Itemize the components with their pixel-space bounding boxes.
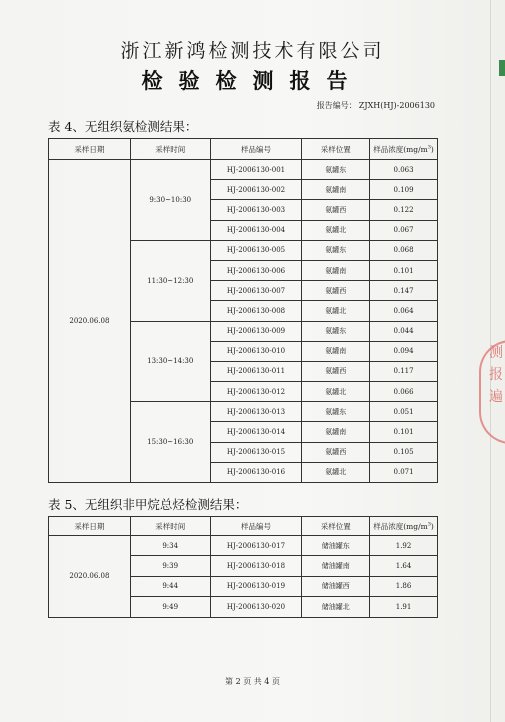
col-position: 采样位置: [302, 139, 370, 160]
col-date: 采样日期: [49, 517, 131, 536]
sample-time-cell: 9:44: [130, 576, 210, 596]
col-concentration-label: 样品浓度(mg/m: [373, 521, 428, 531]
sample-id-cell: HJ-2006130-018: [210, 556, 302, 576]
concentration-cell: 0.044: [370, 321, 438, 341]
sample-date-cell: 2020.06.08: [49, 160, 131, 483]
ammonia-results-table: [48, 138, 438, 483]
position-cell: 氨罐北: [302, 301, 370, 321]
position-cell: 氨罐南: [302, 260, 370, 280]
sample-id-cell: HJ-2006130-002: [210, 180, 302, 200]
sample-time-cell: 9:30~10:30: [130, 160, 210, 241]
sample-time-cell: 9:49: [130, 597, 210, 617]
sample-time-cell: 9:39: [130, 556, 210, 576]
position-cell: 氨罐东: [302, 402, 370, 422]
concentration-cell: 0.067: [370, 220, 438, 240]
sample-id-cell: HJ-2006130-012: [210, 382, 302, 402]
col-time: 采样时间: [130, 517, 210, 536]
sample-id-cell: HJ-2006130-011: [210, 361, 302, 381]
position-cell: 储油罐东: [302, 536, 370, 556]
sample-date-cell: 2020.06.08: [49, 536, 131, 618]
concentration-cell: 1.92: [370, 536, 438, 556]
report-number-label: 报告编号：: [316, 101, 357, 110]
position-cell: 氨罐东: [302, 160, 370, 180]
sample-id-cell: HJ-2006130-004: [210, 220, 302, 240]
concentration-cell: 0.101: [370, 422, 438, 442]
concentration-cell: 0.105: [370, 442, 438, 462]
concentration-cell: 0.064: [370, 301, 438, 321]
report-title: 检验检测报告: [141, 68, 364, 93]
sample-id-cell: HJ-2006130-017: [210, 536, 302, 556]
concentration-cell: 0.066: [370, 382, 438, 402]
concentration-cell: 0.063: [370, 160, 438, 180]
page-footer: 第 2 页 共 4 页: [225, 677, 280, 686]
sample-id-cell: HJ-2006130-020: [210, 597, 302, 617]
concentration-cell: 0.094: [370, 341, 438, 361]
sample-id-cell: HJ-2006130-015: [210, 442, 302, 462]
table-header-row: [49, 517, 438, 536]
sample-id-cell: HJ-2006130-003: [210, 200, 302, 220]
sample-id-cell: HJ-2006130-001: [210, 160, 302, 180]
position-cell: 氨罐西: [302, 200, 370, 220]
sample-id-cell: HJ-2006130-014: [210, 422, 302, 442]
concentration-cell: 0.122: [370, 200, 438, 220]
col-concentration-label: 样品浓度(mg/m: [373, 144, 428, 154]
col-concentration: [370, 517, 438, 536]
sample-id-cell: HJ-2006130-013: [210, 402, 302, 422]
position-cell: 氨罐西: [302, 442, 370, 462]
report-number: [315, 100, 435, 111]
concentration-cell: 0.071: [370, 462, 438, 482]
concentration-cell: 0.117: [370, 361, 438, 381]
unit-close: ): [430, 521, 434, 531]
position-cell: 氨罐南: [302, 180, 370, 200]
seal-stamp: [479, 340, 505, 444]
concentration-cell: 0.068: [370, 240, 438, 260]
sample-time-cell: 15:30~16:30: [130, 402, 210, 483]
concentration-cell: 0.051: [370, 402, 438, 422]
col-concentration: [370, 139, 438, 160]
position-cell: 氨罐南: [302, 341, 370, 361]
sample-id-cell: HJ-2006130-019: [210, 576, 302, 596]
col-date: 采样日期: [49, 139, 131, 160]
sample-time-cell: 11:30~12:30: [130, 240, 210, 321]
position-cell: 氨罐北: [302, 462, 370, 482]
position-cell: 储油罐西: [302, 576, 370, 596]
concentration-cell: 0.101: [370, 260, 438, 280]
sample-id-cell: HJ-2006130-006: [210, 260, 302, 280]
sample-id-cell: HJ-2006130-005: [210, 240, 302, 260]
position-cell: 储油罐北: [302, 597, 370, 617]
concentration-cell: 0.109: [370, 180, 438, 200]
position-cell: 氨罐北: [302, 382, 370, 402]
sample-time-cell: 9:34: [130, 536, 210, 556]
position-cell: 储油罐南: [302, 556, 370, 576]
table-header-row: [49, 139, 438, 160]
unit-superscript: 3: [427, 144, 431, 150]
stamp-char: 遍: [489, 389, 503, 405]
table-row: [49, 536, 438, 556]
sample-id-cell: HJ-2006130-010: [210, 341, 302, 361]
sample-time-cell: 13:30~14:30: [130, 321, 210, 402]
position-cell: 氨罐东: [302, 240, 370, 260]
stamp-char: 报: [489, 367, 503, 383]
nmhc-results-table: [48, 516, 438, 618]
report-number-value: ZJXH(HJ)-2006130: [358, 101, 435, 110]
unit-close: ): [430, 144, 434, 154]
concentration-cell: 0.147: [370, 281, 438, 301]
col-sample-id: 样品编号: [210, 139, 302, 160]
stamp-char: 测: [489, 345, 503, 361]
sample-id-cell: HJ-2006130-016: [210, 462, 302, 482]
unit-superscript: 3: [427, 521, 431, 527]
col-time: 采样时间: [130, 139, 210, 160]
table-row: [49, 160, 438, 180]
position-cell: 氨罐东: [302, 321, 370, 341]
concentration-cell: 1.64: [370, 556, 438, 576]
concentration-cell: 1.91: [370, 597, 438, 617]
position-cell: 氨罐西: [302, 281, 370, 301]
position-cell: 氨罐北: [302, 220, 370, 240]
position-cell: 氨罐南: [302, 422, 370, 442]
position-cell: 氨罐西: [302, 361, 370, 381]
company-name: 浙江新鸿检测技术有限公司: [120, 40, 385, 62]
sample-id-cell: HJ-2006130-008: [210, 301, 302, 321]
concentration-cell: 1.86: [370, 576, 438, 596]
sample-id-cell: HJ-2006130-007: [210, 281, 302, 301]
table4-caption: 表 4、无组织氨检测结果：: [48, 119, 198, 134]
col-position: 采样位置: [302, 517, 370, 536]
sample-id-cell: HJ-2006130-009: [210, 321, 302, 341]
table5-caption: 表 5、无组织非甲烷总烃检测结果：: [48, 497, 248, 512]
col-sample-id: 样品编号: [210, 517, 302, 536]
